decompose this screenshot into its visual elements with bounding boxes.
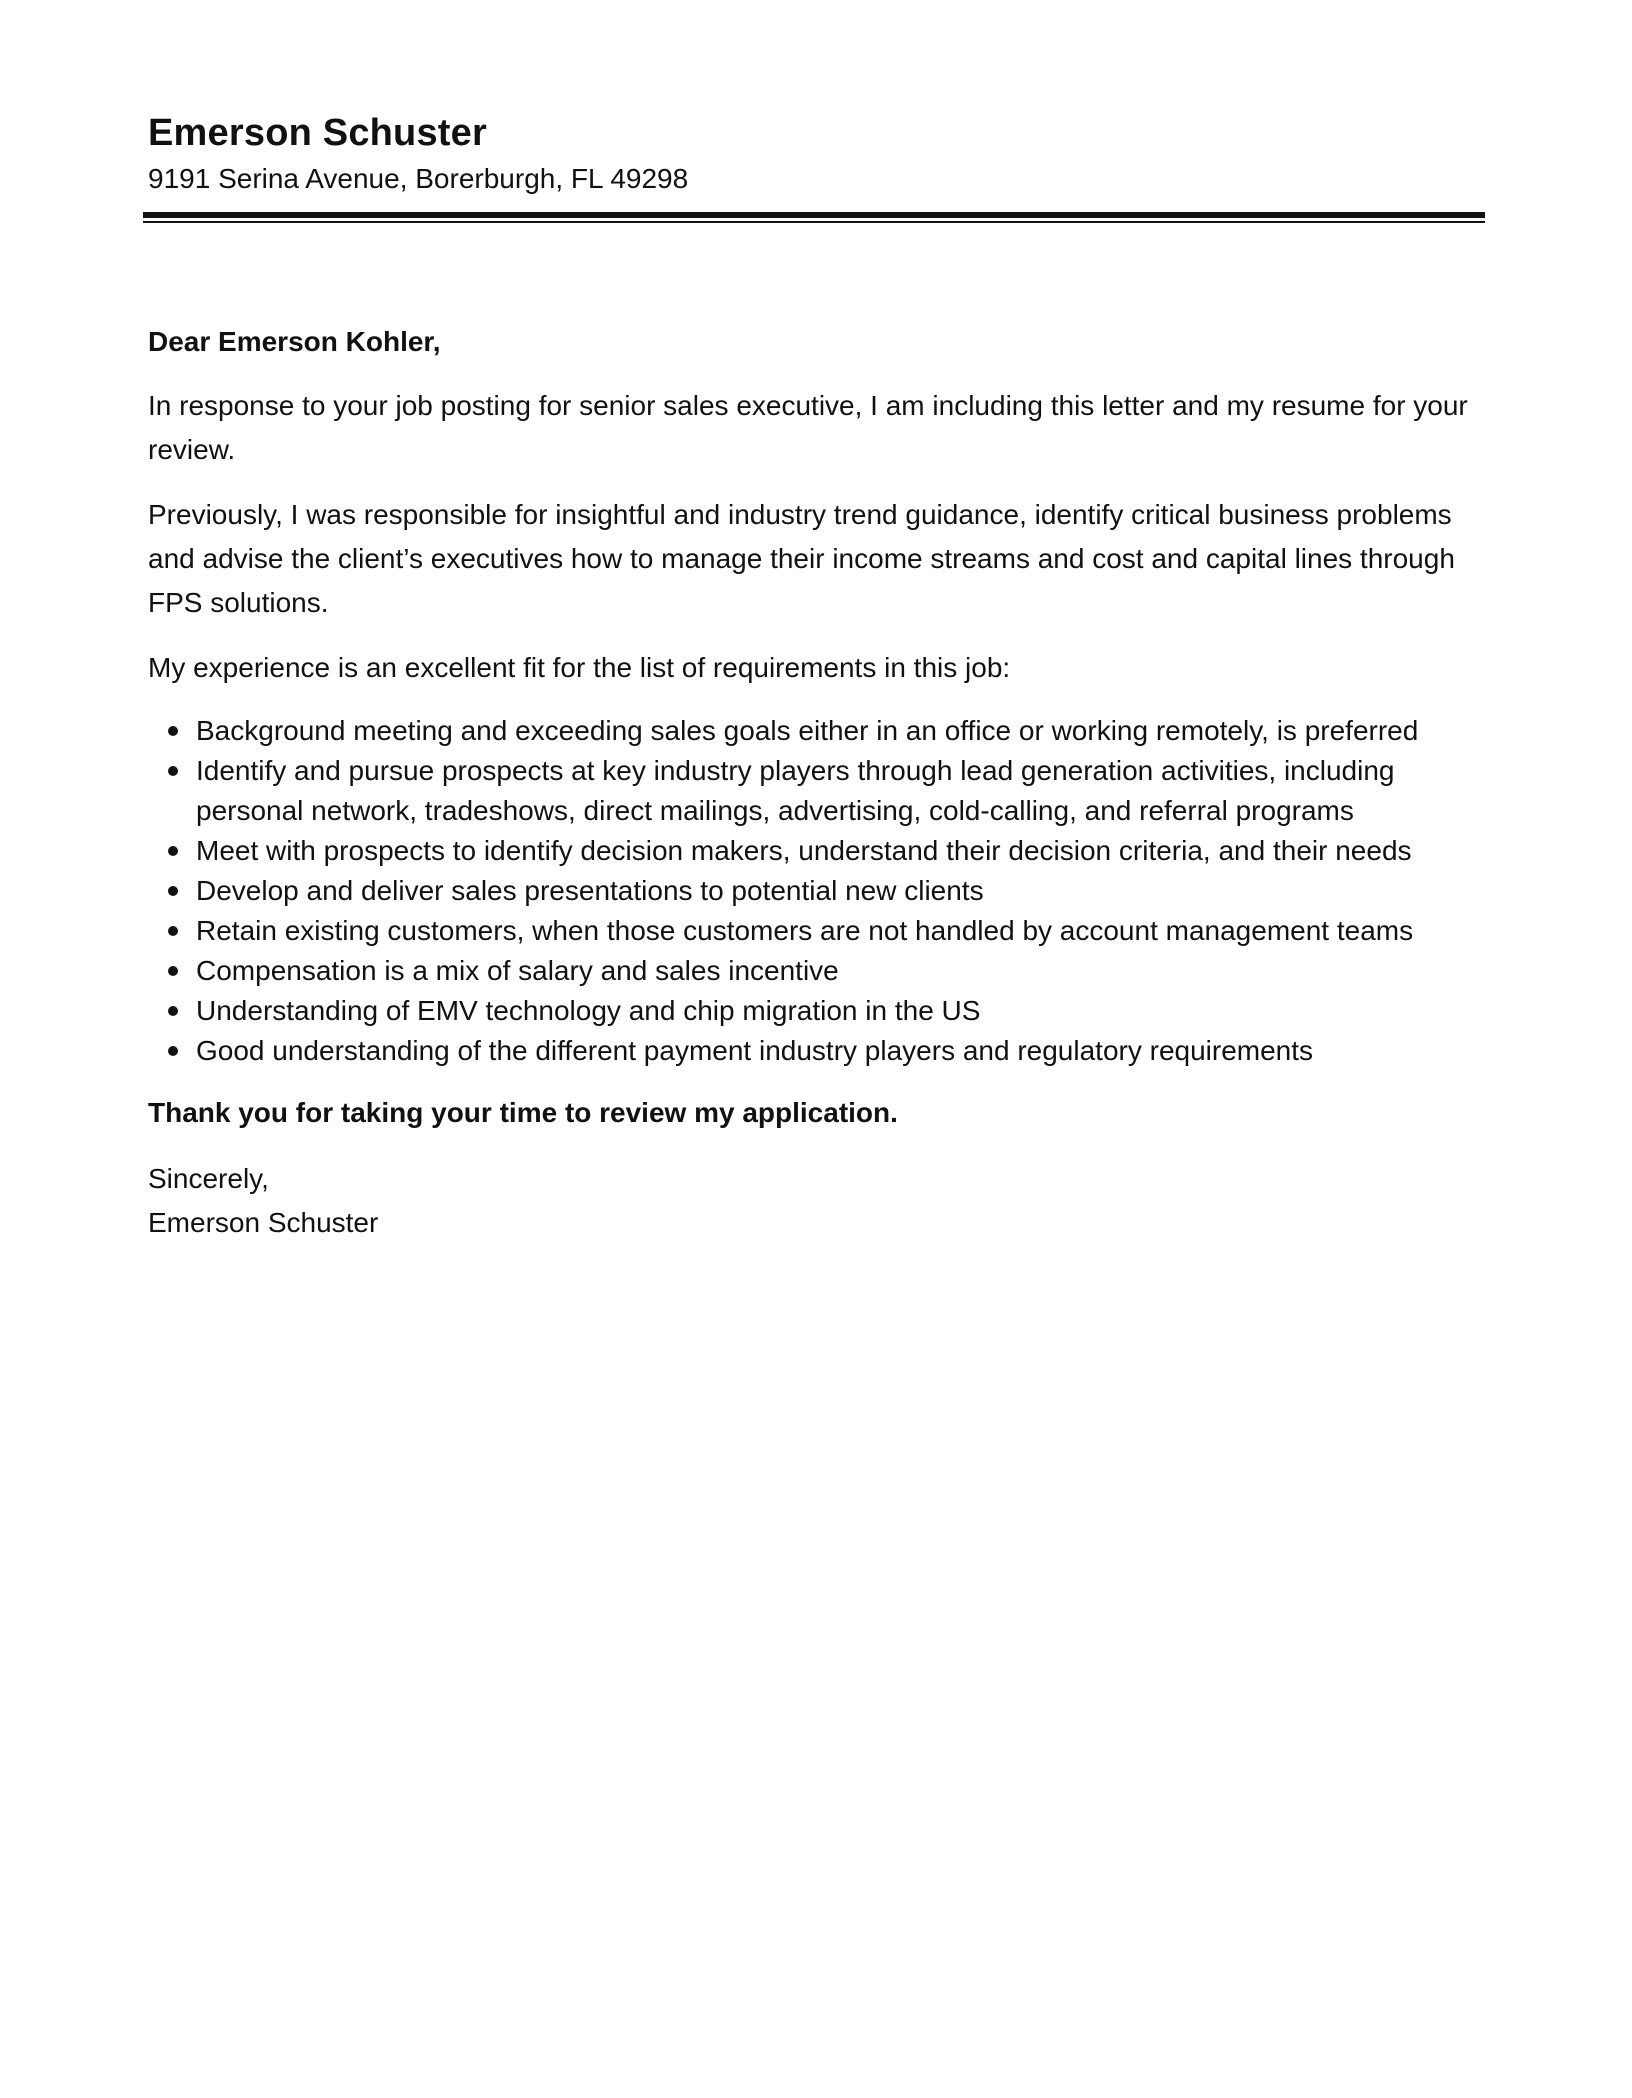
list-item-text: Meet with prospects to identify decision makers, understand their decision criteria, and their needs bbox=[196, 835, 1412, 866]
list-item-text: Identify and pursue prospects at key industry players through lead generation activities, including personal network, tradeshows, direct mailings, advertising, cold-calling, and referral programs bbox=[196, 755, 1395, 826]
bullet-icon bbox=[168, 886, 178, 896]
list-item bbox=[196, 871, 1488, 911]
divider-thin-line bbox=[143, 221, 1485, 223]
list-item-text: Background meeting and exceeding sales goals either in an office or working remotely, is preferred bbox=[196, 715, 1419, 746]
header-divider bbox=[143, 212, 1485, 223]
list-item bbox=[196, 751, 1488, 831]
bullet-icon bbox=[168, 1006, 178, 1016]
paragraph-intro: In response to your job posting for senior sales executive, I am including this letter and my resume for your review. bbox=[148, 390, 1468, 465]
letterhead bbox=[148, 110, 1488, 198]
bullet-icon bbox=[168, 766, 178, 776]
closing: Sincerely, bbox=[148, 1163, 269, 1194]
bullet-icon bbox=[168, 846, 178, 856]
letter-body bbox=[148, 320, 1488, 1245]
list-item bbox=[196, 1031, 1488, 1071]
list-item bbox=[196, 951, 1488, 991]
list-item bbox=[196, 991, 1488, 1031]
list-item bbox=[196, 831, 1488, 871]
list-item-text: Retain existing customers, when those customers are not handled by account management teams bbox=[196, 915, 1414, 946]
salutation: Dear Emerson Kohler, bbox=[148, 326, 441, 357]
sender-address: 9191 Serina Avenue, Borerburgh, FL 49298 bbox=[148, 163, 689, 194]
divider-thick-line bbox=[143, 212, 1485, 218]
bullet-icon bbox=[168, 726, 178, 736]
bullet-icon bbox=[168, 1046, 178, 1056]
thanks-line: Thank you for taking your time to review my application. bbox=[148, 1097, 898, 1128]
paragraph-fit: My experience is an excellent fit for the list of requirements in this job: bbox=[148, 652, 1011, 683]
list-item-text: Good understanding of the different payment industry players and regulatory requirements bbox=[196, 1035, 1314, 1066]
list-item-text: Understanding of EMV technology and chip migration in the US bbox=[196, 995, 981, 1026]
sender-name: Emerson Schuster bbox=[148, 112, 487, 154]
list-item-text: Compensation is a mix of salary and sales incentive bbox=[196, 955, 839, 986]
list-item-text: Develop and deliver sales presentations to potential new clients bbox=[196, 875, 984, 906]
bullet-icon bbox=[168, 966, 178, 976]
bullet-icon bbox=[168, 926, 178, 936]
paragraph-experience: Previously, I was responsible for insightful and industry trend guidance, identify critical business problems and advise the client’s executives how to manage their income streams and cost and capital lines through FPS solutions. bbox=[148, 499, 1455, 618]
requirements-list bbox=[148, 711, 1488, 1071]
signature-name: Emerson Schuster bbox=[148, 1207, 379, 1238]
list-item bbox=[196, 911, 1488, 951]
list-item bbox=[196, 711, 1488, 751]
